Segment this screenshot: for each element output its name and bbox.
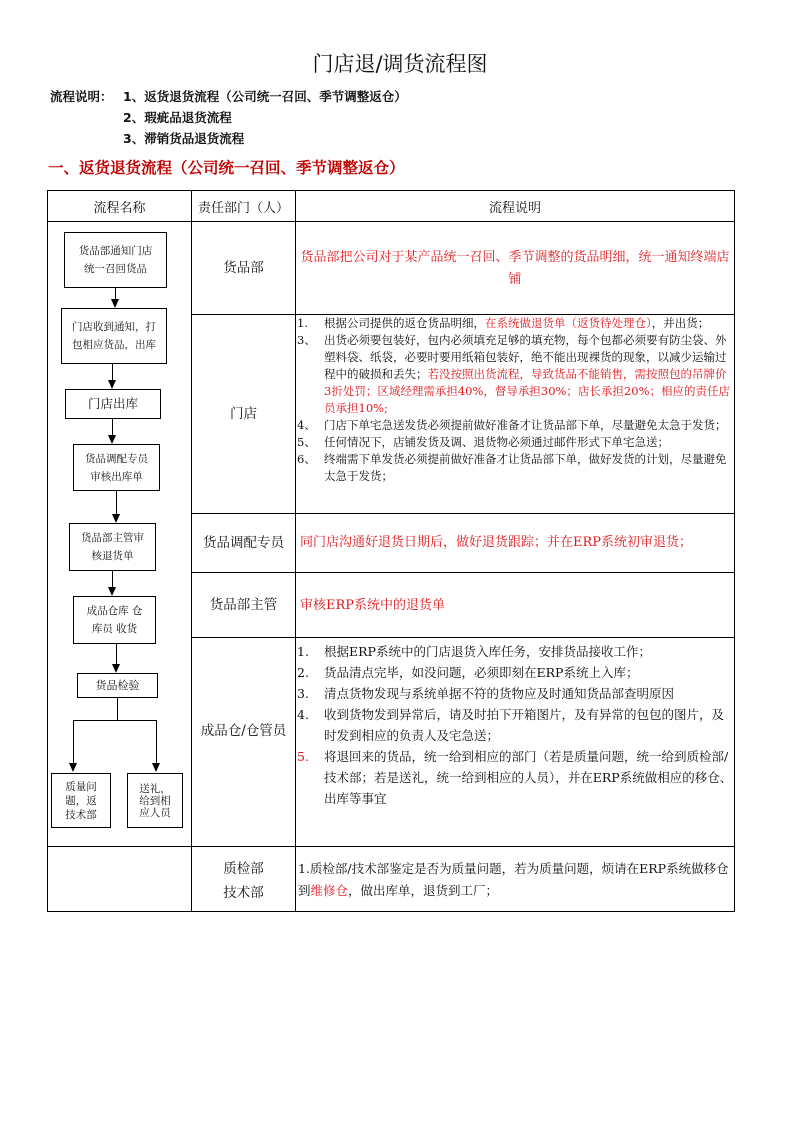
description-item-3: 3、滞销货品退货流程 [123,131,245,146]
qc-text-pre: 1.质检部/技术部鉴定是否为质量问题，若为质量问题，烦请在ERP系统做移仓到 [298,861,729,898]
arrow-down-icon [111,299,119,308]
flow-branch-quality-line3: 技术部 [65,808,97,821]
flow-step-warehouse-receive [73,596,156,644]
store-list-item-number: 6、 [297,452,316,466]
row-allocation-description: 同门店沟通好退货日期后，做好退货跟踪；并在ERP系统初审退货； [300,535,693,550]
dept-qc-line1: 质检部 [223,861,264,877]
flow-step-supervisor-line1: 货品部主管审 [81,532,144,544]
arrow-down-icon [108,587,116,596]
arrow-down-icon [112,514,120,523]
store-list-item-number: 4、 [297,418,316,432]
flow-step-inspection: 货品检验 [77,673,158,698]
header-process-name: 流程名称 [93,201,146,216]
warehouse-list-item [297,683,733,704]
flow-step-allocation-line2: 审核出库单 [90,470,143,483]
flow-step-notify-line1: 货品部通知门店 [78,245,153,257]
dept-warehouse: 成品仓/仓管员 [200,723,287,739]
flow-step-pack-line1: 门店收到通知，打 [72,321,156,333]
dept-allocation: 货品调配专员 [203,535,284,551]
header-description: 流程说明 [488,201,541,216]
arrow-down-icon [69,763,77,772]
flow-step-warehouse-line1: 成品仓库 仓 [86,605,143,617]
header-department: 责任部门（人） [197,201,289,216]
warehouse-list-item-number: 5. [297,749,309,764]
description-item-2: 2、瑕疵品退货流程 [123,110,232,125]
warehouse-list-item [297,746,733,809]
flow-branch-gift-line1: 送礼， [139,782,171,795]
store-list-item-text: 根据公司提供的返仓货品明细， [324,316,485,330]
dept-goods-supervisor: 货品部主管 [209,597,278,613]
store-list-item-text: ，并出货； [651,316,710,330]
flow-step-pack-line2: 包相应货品，出库 [72,339,156,351]
warehouse-list-item-number: 2. [297,665,309,680]
warehouse-list-item-number: 4. [297,707,309,722]
arrow-down-icon [108,380,116,389]
flow-branch-gift-line3: 应人员 [139,806,171,819]
flow-step-pack [61,308,167,364]
qc-text-post: ，做出库单，退货到工厂； [348,883,499,898]
arrow-down-icon [112,664,120,673]
flow-branch-quality-line1: 质量问 [65,780,97,793]
qc-text-red: 维修仓 [310,883,349,898]
description-item-1: 1、返货退货流程（公司统一召回、季节调整返仓） [123,89,407,104]
row-supervisor-description: 审核ERP系统中的退货单 [300,598,446,613]
warehouse-list-item-number: 3. [297,686,309,701]
flow-step-notify-line2: 统一召回货品 [84,263,147,275]
description-label: 流程说明： [50,89,113,104]
warehouse-list-item [297,662,733,683]
flow-step-supervisor-review [69,523,156,571]
store-list-item-text: 出货必须要包装好，包内必须填充足够的填充物，每个包都必须要有防尘袋、外塑料袋、纸袋，必要时要用纸箱包装好，绝不能出现裸货的现象，以减少运输过程中的破损和丢失； [324,333,727,381]
flow-step-outbound: 门店出库 [65,389,161,419]
row-warehouse-description [297,641,733,809]
flow-step-allocation-review [73,444,160,491]
store-list-item [297,417,733,434]
section-title: 一、返货退货流程（公司统一召回、季节调整返仓） [48,159,405,177]
flow-branch-gift-line2: 给到相 [139,794,171,807]
flow-branch-quality-line2: 题，返 [65,794,97,807]
page-title: 门店退/调货流程图 [312,52,488,76]
store-list-item-number: 3、 [297,333,316,347]
dept-goods: 货品部 [223,260,264,276]
store-list-item-text: 终端需下单发货必须提前做好准备才让货品部下单，做好发货的计划，尽量避免太急于发货； [324,452,727,483]
store-list-item-text: 在系统做退货单（返货待处理仓） [485,316,652,330]
warehouse-list-item-number: 1. [297,644,309,659]
store-list-item-text: 若没按照出货流程，导致货品不能销售，需按照包的吊牌价3折处罚；区域经理需承担40%，督导承担30%；店长承担20%；相应的责任店员承担10%; [324,367,730,415]
flow-branch-quality [51,773,111,828]
store-list-item [297,451,733,485]
dept-qc-line2: 技术部 [223,885,264,901]
dept-qc [192,857,295,905]
store-list-item [297,315,733,332]
arrow-down-icon [108,435,116,444]
row-qc-description [298,858,732,902]
flow-step-notify [64,232,167,288]
flow-step-warehouse-line2: 库员 收货 [91,623,138,635]
warehouse-list-item-text: 根据ERP系统中的门店退货入库任务，安排货品接收工作； [324,644,651,659]
warehouse-list-item [297,641,733,662]
warehouse-list-item-text: 收到货物发到异常后，请及时拍下开箱图片，及有异常的包包的图片，及时发到相应的负责人及宅急送； [324,707,725,743]
store-list-item [297,434,733,451]
row-store-description [297,315,733,485]
flow-step-allocation-line1: 货品调配专员 [85,452,148,465]
store-list-item-text: 门店下单宅急送发货必须提前做好准备才让货品部下单，尽量避免太急于发货； [324,418,727,432]
flow-branch-gift [127,773,183,828]
store-list-item-text: 任何情况下，店铺发货及调、退货物必须通过邮件形式下单宅急送； [324,435,669,449]
store-list-item [297,332,733,417]
flow-step-supervisor-line2: 核退货单 [91,550,134,562]
arrow-down-icon [152,763,160,772]
dept-store: 门店 [230,406,257,422]
store-list-item-number: 1. [297,316,308,330]
store-list-item-number: 5、 [297,435,316,449]
warehouse-list-item-text: 货品清点完毕，如没问题，必须即刻在ERP系统上入库； [324,665,639,680]
row-goods-description: 货品部把公司对于某产品统一召回、季节调整的货品明细，统一通知终端店铺 [300,250,730,287]
warehouse-list-item-text: 将退回来的货品，统一给到相应的部门（若是质量问题，统一给到质检部/技术部；若是送礼，统一给到相应的人员），并在ERP系统做相应的移仓、出库等事宜 [324,749,733,806]
warehouse-list-item [297,704,733,746]
warehouse-list-item-text: 清点货物发现与系统单据不符的货物应及时通知货品部查明原因 [324,686,675,701]
